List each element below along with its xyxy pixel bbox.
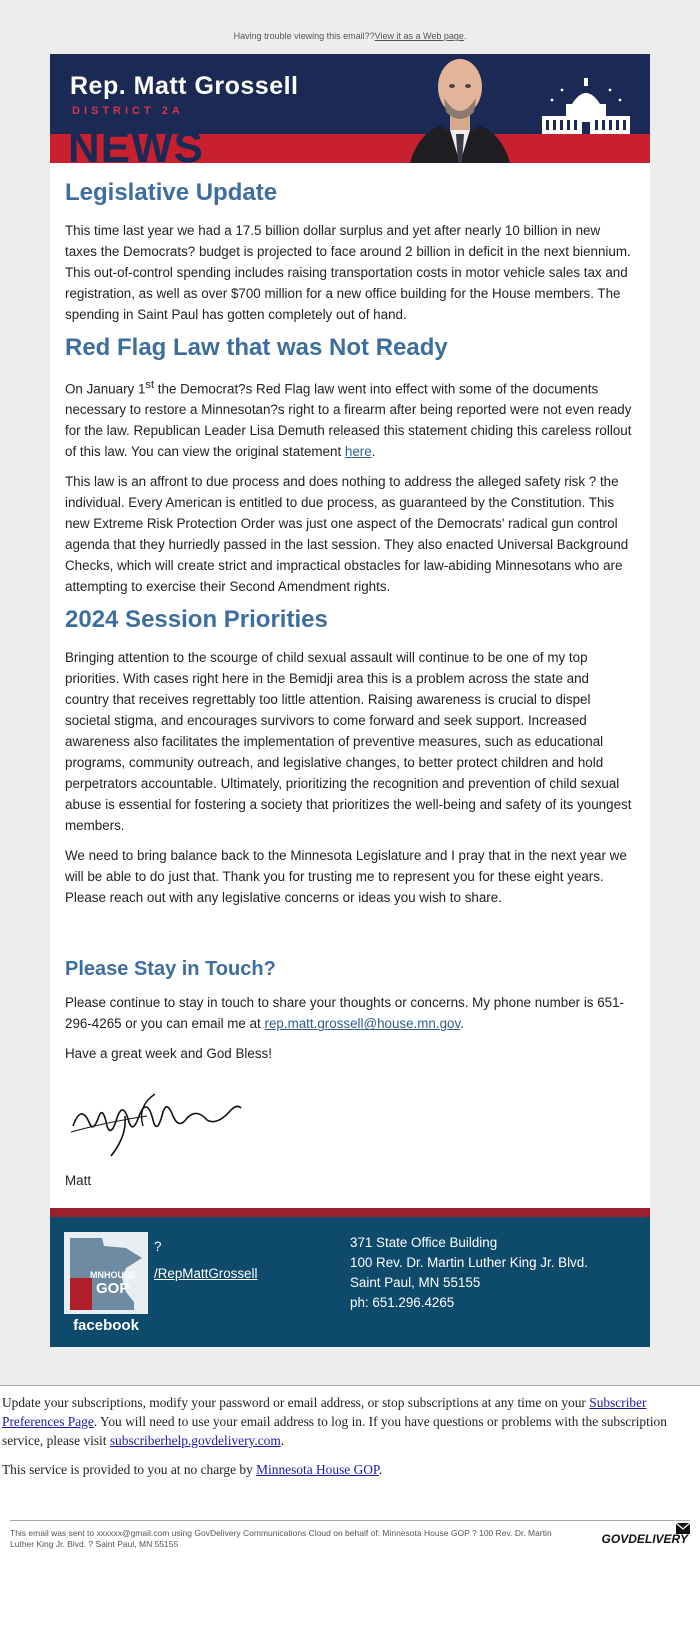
mnhouse-gop-logo: MNHOUSE GOP <box>64 1232 148 1314</box>
service-notice: This service is provided to you at no charge by Minnesota House GOP. <box>2 1462 383 1477</box>
question-mark: ? <box>154 1239 162 1255</box>
priorities-paragraph-2: We need to bring balance back to the Minnesota Legislature and I pray that in the next year we will be able to do just that. Thank you for trusting me to represent you for these eight years. Please reach out with any legislative concerns or ideas you wish to share. <box>65 848 627 906</box>
footer <box>50 1217 650 1347</box>
subscriber-help-link[interactable]: subscriberhelp.govdelivery.com <box>109 1433 281 1448</box>
facebook-label: facebook <box>73 1317 139 1335</box>
section-title-priorities: 2024 Session Priorities <box>65 606 328 634</box>
email-body <box>50 54 650 1347</box>
view-web-page-link[interactable]: View it as a Web page <box>374 31 464 41</box>
section-title-touch: Please Stay in Touch? <box>65 958 276 981</box>
red-flag-paragraph-2: This law is an affront to due process and does nothing to address the alleged safety risk ? the individual. Every American is entitled to due process, as guaranteed by the Constitution. This new Extreme Risk Protection Order was just one aspect of the Democrats' radical gun control agenda that they hurriedly passed in the last session. They also enacted Universal Background Checks, which will create strict and impractical obstacles for law-abiding Minnesotans who are attempting to exercise their Second Amendment rights. <box>65 474 629 595</box>
sent-to-notice: This email was sent to xxxxxx@gmail.com using GovDelivery Communications Cloud on behalf of: Minnesota House GOP ? 100 Rev. Dr. Martin Luther King Jr. Blvd. ? Saint Paul, MN 55155 <box>10 1528 552 1549</box>
facebook-handle-link[interactable]: /RepMattGrossell <box>154 1266 258 1282</box>
signature-image <box>67 1086 247 1158</box>
legislative-paragraph: This time last year we had a 17.5 billion dollar surplus and yet after nearly 10 billion in new taxes the Democrats? budget is projected to face around 2 billion in deficit in the next biennium. This out-of-control spending includes raising transportation costs in motor vehicle sales tax and registration, as well as over $700 million for a new office building for the House members. The spending in Saint Paul has gotten completely out of hand. <box>65 223 631 322</box>
district-label: DISTRICT 2A <box>72 105 184 117</box>
facebook-logo-link[interactable] <box>64 1232 148 1336</box>
section-title-legislative: Legislative Update <box>65 179 278 206</box>
legal-section <box>0 1385 700 1642</box>
signature-name: Matt <box>65 1173 92 1189</box>
minnesota-house-gop-link[interactable]: Minnesota House GOP <box>256 1462 379 1477</box>
portrait-image <box>390 54 530 163</box>
section-title-red-flag: Red Flag Law that was Not Ready <box>65 334 448 361</box>
capitol-icon <box>538 76 634 134</box>
header-banner <box>50 54 650 163</box>
rep-name: Rep. Matt Grossell <box>70 72 299 100</box>
red-flag-paragraph-1: On January 1st the Democrat?s Red Flag law went into effect with some of the documents necessary to restore a Minnesotan?s right to a firearm after being reported were not even ready for the law. Republican Leader Lisa Demuth released this statement chiding this careless rollout of this law. You can view the original statement here. <box>65 379 632 460</box>
closing-line: Have a great week and God Bless! <box>65 1046 272 1062</box>
priorities-paragraph-1: Bringing attention to the scourge of child sexual assault will continue to be one of my top priorities. With cases right here in the Bemidji area this is a problem across the state and country that receives regrettably too little attention. Raising awareness is crucial to dispel societal stigma, and encourages survivors to come forward and seek support. Increased awareness also facilitates the implementation of preventive measures, such as educational programs, community outreach, and legislative changes, to better protect children and hold perpetrators accountable. Ultimately, prioritizing the recognition and prevention of child sexual abuse is essential for fostering a society that prioritizes the well-being and safety of its youngest members. <box>65 650 632 834</box>
office-address: 371 State Office Building 100 Rev. Dr. Martin Luther King Jr. Blvd. Saint Paul, MN 55155 ph: 651.296.4265 <box>350 1235 588 1311</box>
subscription-notice: Update your subscriptions, modify your password or email address, or stop subscriptions at any time on your Subscriber Preferences Page. You will need to use your email address to log in. If you have questions or problems with the subscription service, please visit subscriberhelp.govdelivery.com. <box>2 1395 667 1448</box>
preheader: Having trouble viewing this email??View it as a Web page. <box>233 31 467 41</box>
subscriber-preferences-link[interactable]: Subscriber Preferences Page <box>2 1395 647 1429</box>
preheader-text: Having trouble viewing this email?? <box>233 31 375 41</box>
touch-paragraph: Please continue to stay in touch to share your thoughts or concerns. My phone number is 651-296-4265 or you can email me at rep.matt.grossell@house.mn.gov. <box>65 995 625 1032</box>
email-link[interactable]: rep.matt.grossell@house.mn.gov <box>264 1016 461 1032</box>
statement-here-link[interactable]: here <box>344 444 372 460</box>
content <box>50 163 650 1188</box>
govdelivery-logo[interactable]: GOVDELIVERY <box>601 1532 688 1546</box>
news-label: NEWS <box>68 123 204 163</box>
